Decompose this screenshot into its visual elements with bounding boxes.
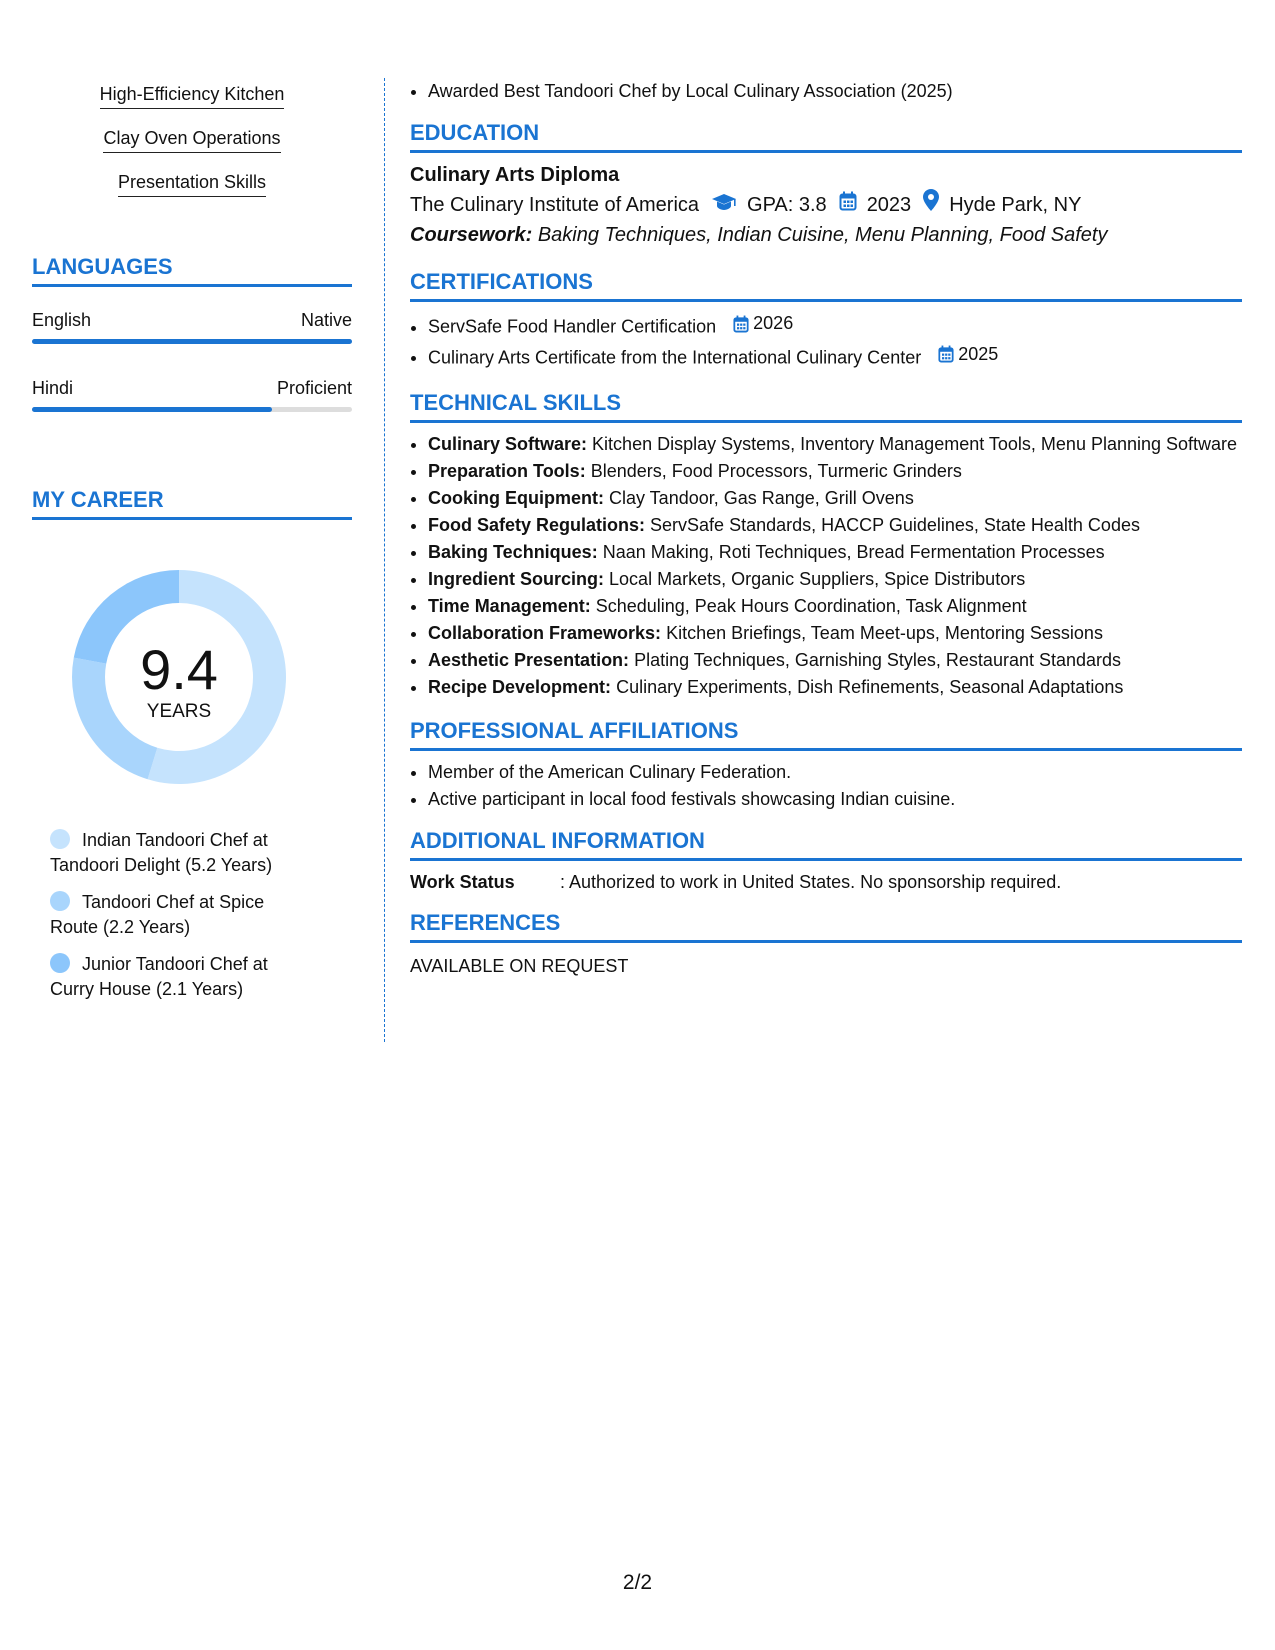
skill-tag-list	[32, 82, 352, 214]
certifications-heading: CERTIFICATIONS	[410, 268, 1242, 302]
references-heading: REFERENCES	[410, 909, 1242, 943]
affiliation-item: • Member of the American Culinary Federation.	[428, 759, 1242, 786]
skill-item	[428, 539, 1242, 566]
certifications-list	[410, 310, 1242, 371]
school-name: The Culinary Institute of America	[410, 193, 700, 216]
affiliations-heading: PROFESSIONAL AFFILIATIONS	[410, 717, 1242, 751]
work-status-value: : Authorized to work in United States. No sponsorship required.	[560, 872, 1062, 892]
legend-dot	[50, 891, 70, 911]
additional-info-section	[410, 827, 1242, 895]
certification-item	[428, 310, 1242, 341]
legend-label: Indian Tandoori Chef at Tandoori Delight (5.2 Years)	[50, 830, 273, 875]
skill-text: Kitchen Briefings, Team Meet-ups, Mentoring Sessions	[666, 623, 1103, 643]
technical-skills-heading: TECHNICAL SKILLS	[410, 389, 1242, 423]
work-status-label: Work Status	[410, 872, 515, 892]
skill-label: Ingredient Sourcing:	[428, 569, 605, 589]
sidebar	[32, 82, 352, 1014]
skill-item	[428, 674, 1242, 701]
skill-text: Clay Tandoor, Gas Range, Grill Ovens	[609, 488, 914, 508]
skill-item	[428, 431, 1242, 458]
coursework	[410, 220, 1242, 250]
skill-item	[428, 593, 1242, 620]
coursework-label: Coursework:	[410, 224, 533, 246]
school-location: Hyde Park, NY	[949, 193, 1082, 216]
column-divider	[384, 78, 385, 1042]
legend-item	[50, 890, 295, 940]
skill-tag: Presentation Skills	[118, 170, 266, 197]
language-bar	[32, 339, 352, 344]
calendar-icon	[839, 190, 857, 220]
skill-item	[428, 620, 1242, 647]
skill-text: Blenders, Food Processors, Turmeric Grinders	[590, 461, 962, 481]
language-bar	[32, 407, 352, 412]
career-legend	[50, 828, 295, 1002]
language-bar-fill	[32, 339, 352, 344]
graduation-year: 2023	[866, 193, 912, 216]
skill-text: Local Markets, Organic Suppliers, Spice Distributors	[609, 569, 1026, 589]
page-number: 2/2	[622, 1571, 653, 1594]
education-section	[410, 119, 1242, 250]
map-pin-icon	[923, 189, 939, 220]
certification-item	[428, 341, 1242, 372]
legend-item	[50, 828, 295, 878]
career-total-years: 9.4	[140, 638, 218, 701]
language-hindi	[32, 376, 352, 412]
technical-skills-section	[410, 389, 1242, 701]
calendar-icon	[938, 345, 954, 363]
affiliations-list	[410, 759, 1242, 813]
award-item: • Awarded Best Tandoori Chef by Local Culinary Association (2025)	[428, 78, 1242, 105]
education-heading: EDUCATION	[410, 119, 1242, 153]
main-content	[410, 78, 1242, 979]
skill-label: Culinary Software:	[428, 434, 588, 454]
career-donut-chart	[64, 562, 294, 792]
skill-item	[428, 485, 1242, 512]
legend-item	[50, 952, 295, 1002]
language-level: Proficient	[276, 378, 352, 398]
additional-info-heading: ADDITIONAL INFORMATION	[410, 827, 1242, 861]
languages-heading: LANGUAGES	[32, 253, 352, 287]
skill-item	[428, 512, 1242, 539]
skill-label: Cooking Equipment:	[428, 488, 604, 508]
skill-label: Aesthetic Presentation:	[428, 650, 630, 670]
degree-title: Culinary Arts Diploma	[410, 164, 620, 186]
skill-label: Collaboration Frameworks:	[428, 623, 662, 643]
language-name: Hindi	[32, 378, 74, 398]
skill-label: Food Safety Regulations:	[428, 515, 646, 535]
certification-name: ServSafe Food Handler Certification	[428, 316, 717, 337]
language-level: Native	[300, 310, 352, 330]
skill-item	[428, 566, 1242, 593]
certification-date: 2026	[753, 313, 794, 333]
awards-list	[410, 78, 1242, 105]
coursework-text: Baking Techniques, Indian Cuisine, Menu Planning, Food Safety	[537, 224, 1108, 246]
skill-label: Recipe Development:	[428, 677, 612, 697]
affiliations-section	[410, 717, 1242, 813]
work-status-row	[410, 869, 1242, 895]
education-details	[410, 189, 1242, 220]
skill-item	[428, 458, 1242, 485]
skill-tag: High-Efficiency Kitchen	[100, 82, 285, 109]
technical-skills-list	[410, 431, 1242, 701]
skill-item	[428, 647, 1242, 674]
skill-text: Scheduling, Peak Hours Coordination, Task Alignment	[595, 596, 1027, 616]
legend-dot	[50, 953, 70, 973]
career-heading: MY CAREER	[32, 486, 352, 520]
graduation-cap-icon	[711, 190, 737, 220]
legend-dot	[50, 829, 70, 849]
skill-label: Baking Techniques:	[428, 542, 598, 562]
legend-label: Tandoori Chef at Spice Route (2.2 Years)	[50, 892, 265, 937]
certification-name: Culinary Arts Certificate from the International Culinary Center	[428, 347, 922, 367]
skill-text: Plating Techniques, Garnishing Styles, Restaurant Standards	[634, 650, 1122, 670]
skill-label: Preparation Tools:	[428, 461, 586, 481]
career-total-unit: YEARS	[146, 701, 212, 722]
skill-tag: Clay Oven Operations	[103, 126, 280, 153]
affiliation-item: • Active participant in local food festivals showcasing Indian cuisine.	[428, 786, 1242, 813]
skill-text: Naan Making, Roti Techniques, Bread Fermentation Processes	[602, 542, 1105, 562]
skill-label: Time Management:	[428, 596, 591, 616]
certifications-section	[410, 268, 1242, 371]
legend-label: Junior Tandoori Chef at Curry House (2.1 Years)	[50, 954, 268, 999]
language-english	[32, 308, 352, 344]
certification-date: 2025	[958, 343, 999, 364]
skill-text: Culinary Experiments, Dish Refinements, Seasonal Adaptations	[616, 677, 1124, 697]
references-text: AVAILABLE ON REQUEST	[410, 956, 629, 976]
skill-text: Kitchen Display Systems, Inventory Management Tools, Menu Planning Software	[592, 434, 1238, 454]
language-bar-fill	[32, 407, 272, 412]
skill-text: ServSafe Standards, HACCP Guidelines, State Health Codes	[650, 515, 1140, 535]
references-section	[410, 909, 1242, 979]
gpa: GPA: 3.8	[747, 193, 827, 216]
calendar-icon	[733, 315, 749, 333]
language-name: English	[32, 310, 92, 330]
